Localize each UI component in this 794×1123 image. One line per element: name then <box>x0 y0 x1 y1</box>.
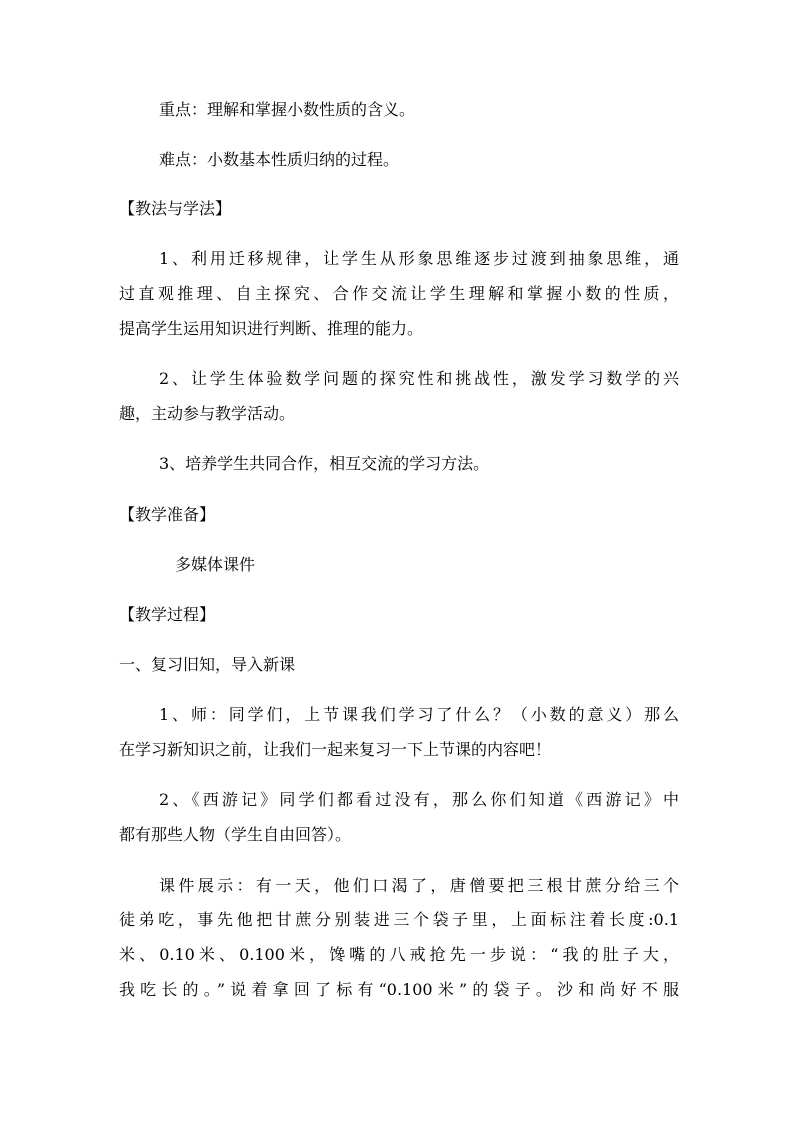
courseware-line-3: 米、0.10米、0.100米，馋嘴的八戒抢先一步说：“我的肚子大， <box>119 945 679 964</box>
method-1-line-3: 提高学生运用知识进行判断、推理的能力。 <box>119 319 424 338</box>
courseware-line-4: 我吃长的。”说着拿回了标有“0.100米”的袋子。沙和尚好不服 <box>119 980 679 999</box>
courseware-line-2: 徒弟吃，事先他把甘蔗分别装进三个袋子里，上面标注着长度:0.1 <box>119 910 679 929</box>
step-1-line-1: 1、师：同学们，上节课我们学习了什么？（小数的意义）那么 <box>159 705 679 724</box>
part-one-title: 一、复习旧知，导入新课 <box>119 655 296 674</box>
step-2-line-1: 2、《西游记》同学们都看过没有，那么你们知道《西游记》中 <box>159 790 679 809</box>
difficulty-text: 难点：小数基本性质归纳的过程。 <box>159 150 400 169</box>
prep-item-text: 多媒体课件 <box>175 555 256 574</box>
key-point-text: 重点：理解和掌握小数性质的含义。 <box>159 100 416 119</box>
courseware-line-1: 课件展示：有一天，他们口渴了，唐僧要把三根甘蔗分给三个 <box>159 876 679 895</box>
prep-heading: 【教学准备】 <box>119 505 216 524</box>
method-2-line-2: 趣，主动参与教学活动。 <box>119 404 296 423</box>
method-1-line-1: 1、利用迁移规律，让学生从形象思维逐步过渡到抽象思维，通 <box>159 249 679 268</box>
methods-heading: 【教法与学法】 <box>119 199 232 218</box>
method-1-line-2: 过直观推理、自主探究、合作交流让学生理解和掌握小数的性质， <box>119 284 679 303</box>
step-2-line-2: 都有那些人物（学生自由回答）。 <box>119 825 352 844</box>
step-1-line-2: 在学习新知识之前，让我们一起来复习一下上节课的内容吧！ <box>119 740 552 759</box>
method-2-line-1: 2、让学生体验数学问题的探究性和挑战性，激发学习数学的兴 <box>159 369 679 388</box>
process-heading: 【教学过程】 <box>119 605 216 624</box>
method-3-text: 3、培养学生共同合作，相互交流的学习方法。 <box>159 454 490 473</box>
